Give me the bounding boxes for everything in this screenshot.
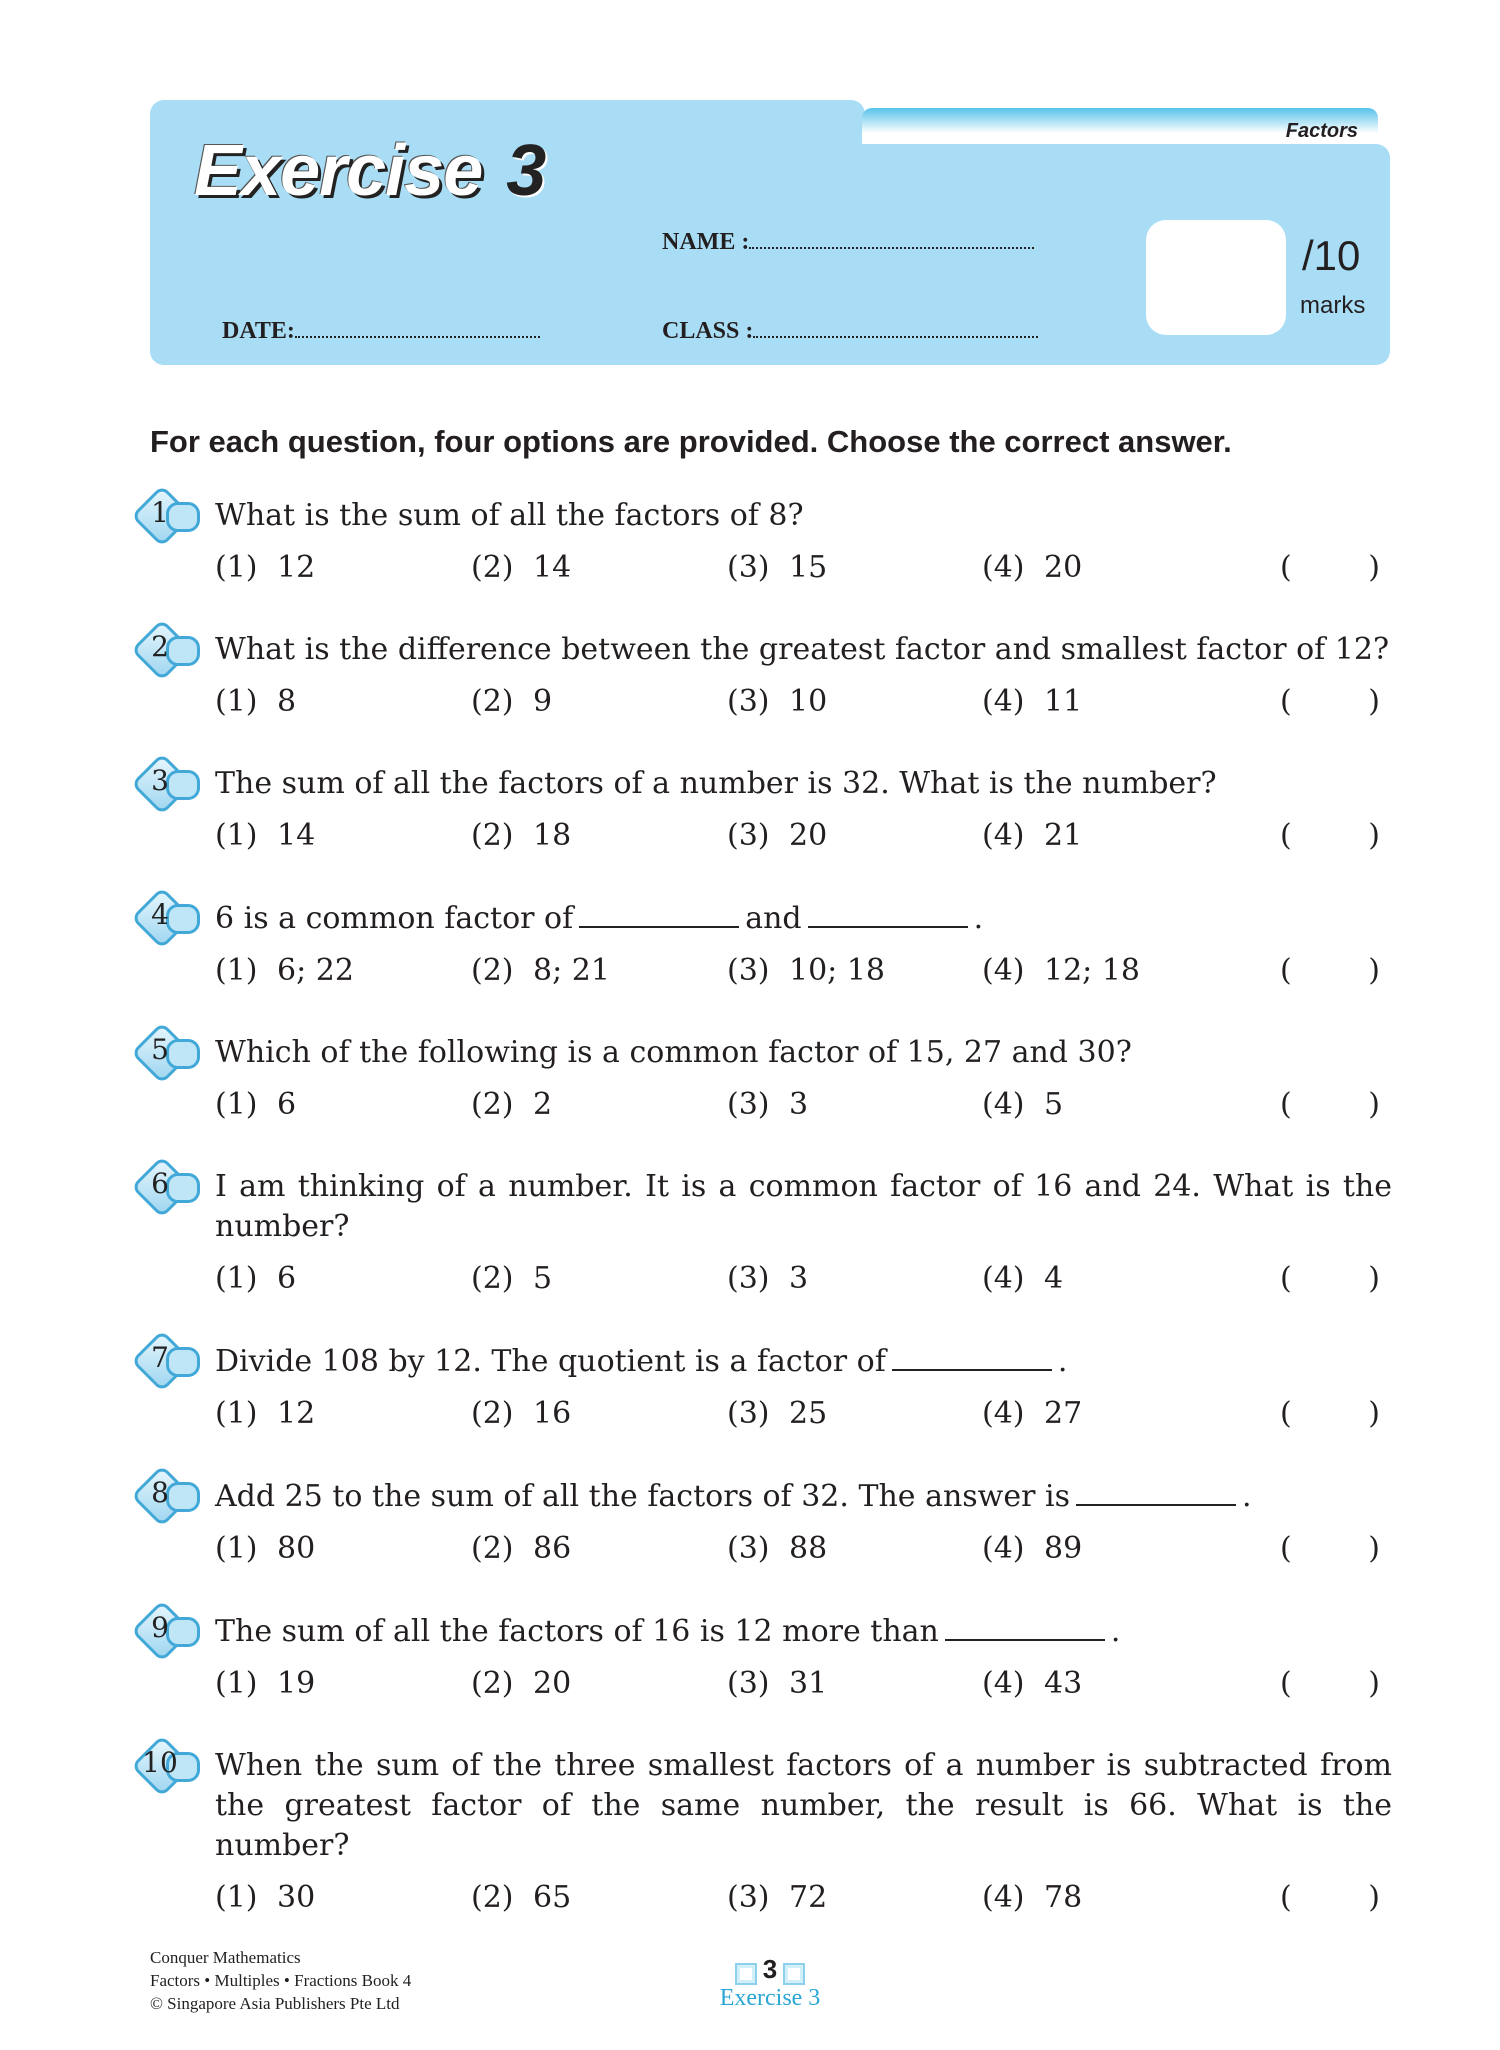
option-2[interactable]: (2) 18 bbox=[471, 818, 572, 853]
option-3[interactable]: (3) 10 bbox=[727, 684, 828, 719]
question-text: Divide 108 by 12. The quotient is a factor of . bbox=[215, 1341, 1392, 1382]
question-number-badge-icon: 7 bbox=[132, 1335, 194, 1387]
question-item bbox=[130, 1611, 1392, 1704]
option-1[interactable]: (1) 6 bbox=[215, 1087, 297, 1122]
option-4[interactable]: (4) 89 bbox=[982, 1531, 1083, 1566]
option-3[interactable]: (3) 88 bbox=[727, 1531, 828, 1566]
answer-box[interactable]: ( ) bbox=[1280, 550, 1380, 585]
options-row bbox=[130, 951, 1392, 991]
square-ornament-icon bbox=[735, 1963, 757, 1985]
question-text: The sum of all the factors of a number is 32. What is the number? bbox=[215, 766, 1217, 801]
answer-box[interactable]: ( ) bbox=[1280, 1087, 1380, 1122]
options-row bbox=[130, 1878, 1392, 1918]
answer-box[interactable]: ( ) bbox=[1280, 1261, 1380, 1296]
option-4[interactable]: (4) 11 bbox=[982, 684, 1083, 719]
options-row bbox=[130, 816, 1392, 856]
question-item bbox=[130, 496, 1392, 588]
option-3[interactable]: (3) 25 bbox=[727, 1396, 828, 1431]
option-4[interactable]: (4) 78 bbox=[982, 1880, 1083, 1915]
options-row bbox=[130, 1394, 1392, 1434]
answer-box[interactable]: ( ) bbox=[1280, 1880, 1380, 1915]
option-1[interactable]: (1) 12 bbox=[215, 550, 316, 585]
name-field[interactable]: NAME : bbox=[662, 227, 1034, 256]
class-field[interactable]: CLASS : bbox=[662, 316, 1038, 345]
answer-box[interactable]: ( ) bbox=[1280, 953, 1380, 988]
options-row bbox=[130, 1529, 1392, 1569]
option-3[interactable]: (3) 72 bbox=[727, 1880, 828, 1915]
option-1[interactable]: (1) 6 bbox=[215, 1261, 297, 1296]
option-1[interactable]: (1) 6; 22 bbox=[215, 953, 354, 988]
footer-credits: Conquer Mathematics Factors • Multiples • Fractions Book 4 © Singapore Asia Publishers Pte Ltd bbox=[150, 1948, 412, 2013]
option-4[interactable]: (4) 20 bbox=[982, 550, 1083, 585]
answer-box[interactable]: ( ) bbox=[1280, 1531, 1380, 1566]
options-row bbox=[130, 548, 1392, 588]
square-ornament-icon bbox=[783, 1963, 805, 1985]
question-number-badge-icon: 6 bbox=[132, 1161, 194, 1213]
question-item bbox=[130, 764, 1392, 856]
question-number-badge-icon: 8 bbox=[132, 1470, 194, 1522]
option-2[interactable]: (2) 16 bbox=[471, 1396, 572, 1431]
options-row bbox=[130, 682, 1392, 722]
score-box[interactable] bbox=[1146, 220, 1286, 335]
question-text: What is the difference between the greatest factor and smallest factor of 12? bbox=[215, 632, 1390, 667]
marks-label: marks bbox=[1300, 292, 1366, 319]
question-item bbox=[130, 1341, 1392, 1434]
answer-blank bbox=[808, 898, 968, 928]
instruction: For each question, four options are provided. Choose the correct answer. bbox=[150, 424, 1232, 459]
option-2[interactable]: (2) 65 bbox=[471, 1880, 572, 1915]
question-text: When the sum of the three smallest factors of a number is subtracted from the greatest factor of the same number, the result is 66. What is the number? bbox=[215, 1748, 1392, 1863]
question-text: Which of the following is a common factor of 15, 27 and 30? bbox=[215, 1035, 1132, 1070]
question-text: The sum of all the factors of 16 is 12 more than . bbox=[215, 1611, 1392, 1652]
question-list bbox=[130, 496, 1392, 1960]
option-1[interactable]: (1) 80 bbox=[215, 1531, 316, 1566]
option-2[interactable]: (2) 5 bbox=[471, 1261, 553, 1296]
option-4[interactable]: (4) 12; 18 bbox=[982, 953, 1140, 988]
question-number-badge-icon: 5 bbox=[132, 1027, 194, 1079]
answer-box[interactable]: ( ) bbox=[1280, 1396, 1380, 1431]
question-text: What is the sum of all the factors of 8? bbox=[215, 498, 804, 533]
topic-tab bbox=[862, 108, 1378, 144]
answer-box[interactable]: ( ) bbox=[1280, 818, 1380, 853]
option-4[interactable]: (4) 21 bbox=[982, 818, 1083, 853]
answer-blank bbox=[579, 898, 739, 928]
option-3[interactable]: (3) 3 bbox=[727, 1261, 809, 1296]
answer-box[interactable]: ( ) bbox=[1280, 684, 1380, 719]
question-item bbox=[130, 898, 1392, 991]
answer-blank bbox=[945, 1611, 1105, 1641]
question-text: Add 25 to the sum of all the factors of 32. The answer is . bbox=[215, 1476, 1392, 1517]
options-row bbox=[130, 1664, 1392, 1704]
option-3[interactable]: (3) 15 bbox=[727, 550, 828, 585]
option-3[interactable]: (3) 20 bbox=[727, 818, 828, 853]
exercise-title: Exercise 3 bbox=[194, 131, 546, 211]
question-number-badge-icon: 4 bbox=[132, 892, 194, 944]
question-number-badge-icon: 9 bbox=[132, 1605, 194, 1657]
question-item bbox=[130, 1476, 1392, 1569]
option-4[interactable]: (4) 5 bbox=[982, 1087, 1064, 1122]
option-4[interactable]: (4) 27 bbox=[982, 1396, 1083, 1431]
options-row bbox=[130, 1259, 1392, 1299]
option-1[interactable]: (1) 30 bbox=[215, 1880, 316, 1915]
option-2[interactable]: (2) 20 bbox=[471, 1666, 572, 1701]
option-4[interactable]: (4) 43 bbox=[982, 1666, 1083, 1701]
question-item bbox=[130, 1033, 1392, 1125]
question-number-badge-icon: 2 bbox=[132, 624, 194, 676]
exercise-header bbox=[150, 100, 1390, 365]
question-text: I am thinking of a number. It is a common factor of 16 and 24. What is the number? bbox=[215, 1169, 1392, 1244]
option-4[interactable]: (4) 4 bbox=[982, 1261, 1064, 1296]
answer-box[interactable]: ( ) bbox=[1280, 1666, 1380, 1701]
question-text: 6 is a common factor of and . bbox=[215, 898, 1392, 939]
option-2[interactable]: (2) 8; 21 bbox=[471, 953, 610, 988]
option-1[interactable]: (1) 12 bbox=[215, 1396, 316, 1431]
answer-blank bbox=[892, 1341, 1052, 1371]
options-row bbox=[130, 1085, 1392, 1125]
option-3[interactable]: (3) 3 bbox=[727, 1087, 809, 1122]
question-item bbox=[130, 1746, 1392, 1918]
question-item bbox=[130, 1167, 1392, 1299]
option-2[interactable]: (2) 86 bbox=[471, 1531, 572, 1566]
total-marks: /10 bbox=[1302, 232, 1361, 279]
date-field[interactable]: DATE: bbox=[222, 316, 540, 345]
option-1[interactable]: (1) 19 bbox=[215, 1666, 316, 1701]
option-2[interactable]: (2) 9 bbox=[471, 684, 553, 719]
page-number: 3 Exercise 3 bbox=[719, 1954, 821, 2011]
option-3[interactable]: (3) 10; 18 bbox=[727, 953, 885, 988]
option-2[interactable]: (2) 2 bbox=[471, 1087, 553, 1122]
option-1[interactable]: (1) 14 bbox=[215, 818, 316, 853]
question-number-badge-icon: 1 bbox=[132, 490, 194, 542]
question-item bbox=[130, 630, 1392, 722]
option-1[interactable]: (1) 8 bbox=[215, 684, 297, 719]
option-2[interactable]: (2) 14 bbox=[471, 550, 572, 585]
question-number-badge-icon: 10 bbox=[132, 1740, 194, 1792]
topic-label: Factors bbox=[1285, 120, 1358, 142]
question-number-badge-icon: 3 bbox=[132, 758, 194, 810]
answer-blank bbox=[1076, 1476, 1236, 1506]
option-3[interactable]: (3) 31 bbox=[727, 1666, 828, 1701]
